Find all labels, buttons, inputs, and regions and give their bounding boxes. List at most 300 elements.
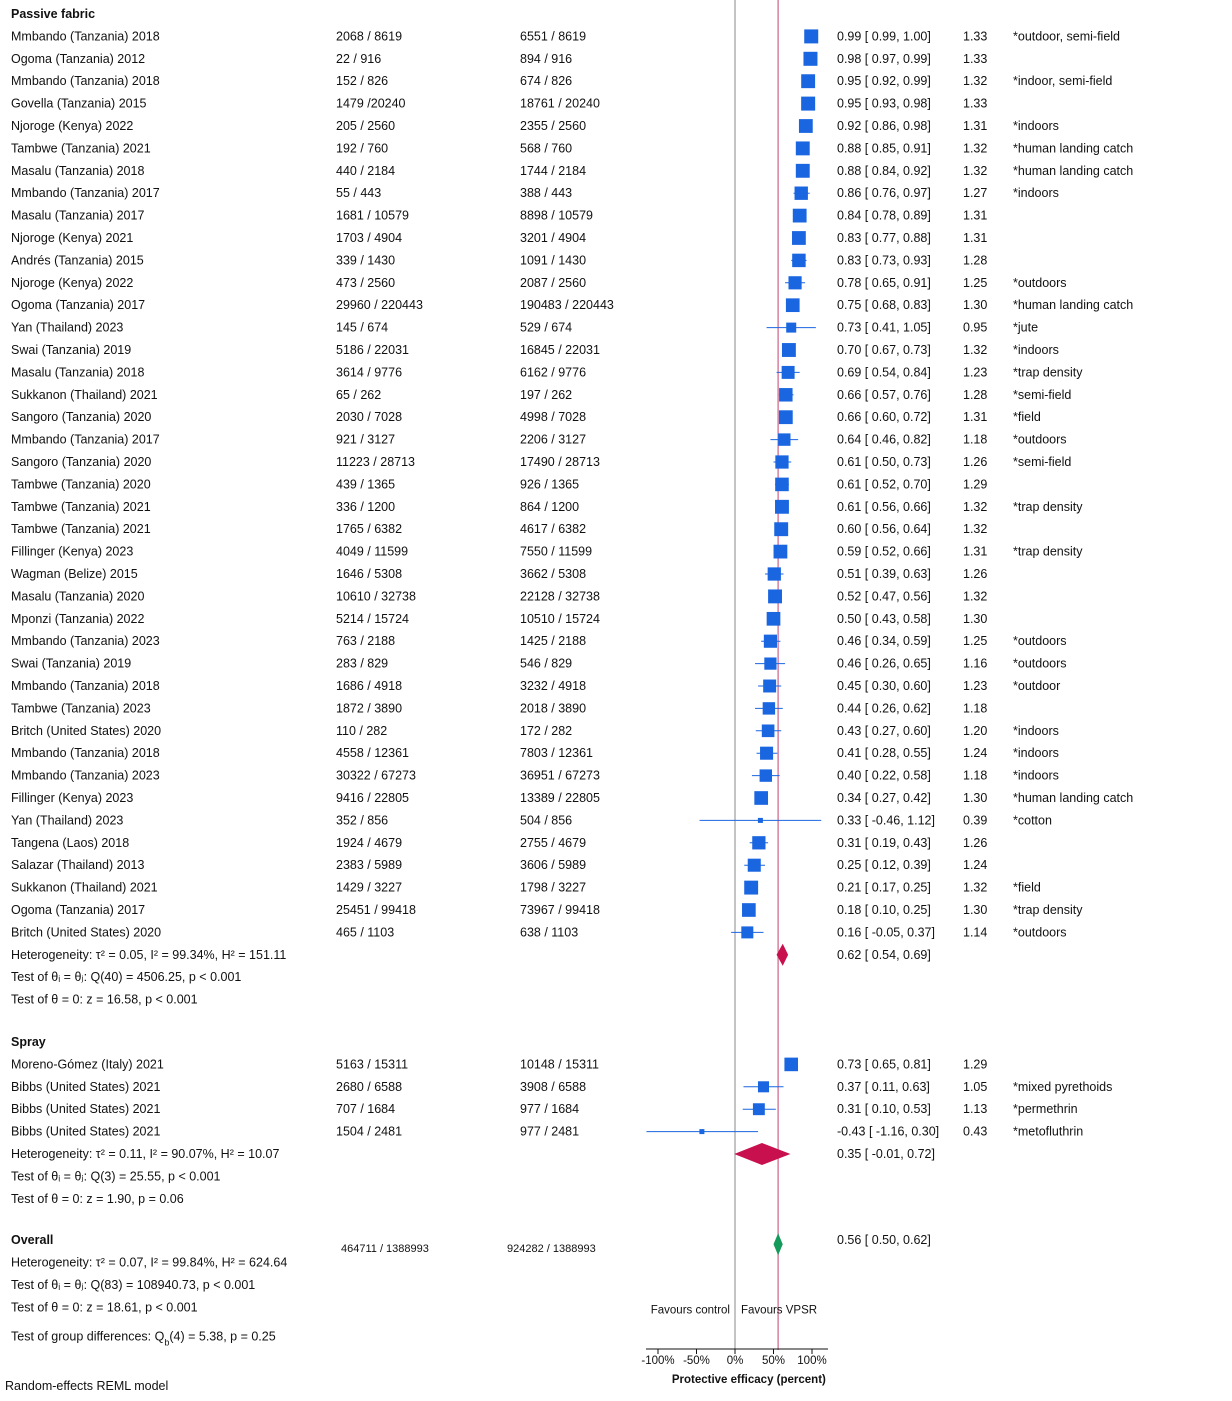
group-0-row-18-marker bbox=[778, 433, 790, 445]
group-0-row-15-note-text: *trap density bbox=[1013, 365, 1083, 380]
group-0-row-27-marker bbox=[764, 635, 777, 648]
group-0-row-2-estimate-text: 0.95 [ 0.92, 0.99] bbox=[837, 74, 931, 89]
overall-header: Overall bbox=[11, 1233, 54, 1248]
group-1-row-0-weight-text: 1.29 bbox=[963, 1057, 988, 1072]
group-0-row-13-estimate-text: 0.73 [ 0.41, 1.05] bbox=[837, 320, 931, 335]
group-0-row-31-marker bbox=[762, 724, 775, 737]
group-difference-test: Test of group differences: $Q_b(4) = 5.38$, p = 0.25 bbox=[11, 1329, 276, 1348]
group-0-row-4-treatment-count: 205 / 2560 bbox=[336, 119, 396, 133]
group-1-row-0-estimate-text: 0.73 [ 0.65, 0.81] bbox=[837, 1057, 931, 1072]
group-0-row-18-note-text: *outdoors bbox=[1013, 432, 1067, 447]
group-0-row-16-treatment-count: 65 / 262 bbox=[336, 387, 382, 402]
group-0-row-5-treatment-count: 192 / 760 bbox=[336, 141, 389, 156]
group-0-row-28-treatment-count: 283 / 829 bbox=[336, 656, 389, 671]
group-0-row-9-weight-text: 1.31 bbox=[963, 231, 988, 245]
group-0-row-7-treatment-count: 55 / 443 bbox=[336, 186, 382, 201]
group-0-row-22-treatment-count: 1765 / 6382 bbox=[336, 522, 403, 537]
group-0-row-37-weight-text: 1.24 bbox=[963, 858, 988, 873]
group-0-row-11-marker bbox=[788, 276, 801, 289]
overall-diamond bbox=[774, 1233, 783, 1255]
group-0-row-35-note-text: *cotton bbox=[1013, 813, 1052, 828]
group-0-row-38-marker bbox=[744, 881, 758, 895]
group-0-row-10-study-label: Andrés (Tanzania) 2015 bbox=[11, 253, 144, 268]
overall-treatment-count: 464711 / 1388993 bbox=[341, 1243, 429, 1256]
group-0-row-5-estimate-text: 0.88 [ 0.85, 0.91] bbox=[837, 141, 931, 156]
group-0-stat-0: Heterogeneity: τ² = 0.05, I² = 99.34%, H² = 151.11 bbox=[11, 947, 287, 962]
group-0-row-6-estimate-text: 0.88 [ 0.84, 0.92] bbox=[837, 163, 931, 178]
group-0-row-8-weight-text: 1.31 bbox=[963, 208, 988, 223]
group-0-row-21-study-label: Tambwe (Tanzania) 2021 bbox=[11, 499, 151, 514]
group-0-row-10-control-count: 1091 / 1430 bbox=[520, 253, 587, 268]
group-0-row-31-weight-text: 1.20 bbox=[963, 723, 988, 738]
group-0-row-32-control-count: 7803 / 12361 bbox=[520, 746, 593, 761]
group-0-row-32-marker bbox=[760, 747, 773, 760]
group-0-row-4-control-count: 2355 / 2560 bbox=[520, 119, 587, 133]
group-1-row-2-estimate-text: 0.31 [ 0.10, 0.53] bbox=[837, 1102, 931, 1117]
group-0-row-32-weight-text: 1.24 bbox=[963, 746, 988, 761]
group-0-row-6-treatment-count: 440 / 2184 bbox=[336, 163, 396, 178]
group-0-row-30-control-count: 2018 / 3890 bbox=[520, 701, 587, 716]
group-0-row-23-control-count: 7550 / 11599 bbox=[520, 544, 593, 559]
group-1-row-3-study-label: Bibbs (United States) 2021 bbox=[11, 1124, 161, 1139]
group-1-row-3-estimate-text: -0.43 [ -1.16, 0.30] bbox=[837, 1124, 940, 1139]
group-0-row-32-note-text: *indoors bbox=[1013, 746, 1059, 761]
group-0-row-18-estimate-text: 0.64 [ 0.46, 0.82] bbox=[837, 432, 931, 447]
overall-control-count: 924282 / 1388993 bbox=[507, 1243, 596, 1256]
group-0-row-16-note-text: *semi-field bbox=[1013, 387, 1072, 402]
group-1-row-3-note-text: *metofluthrin bbox=[1013, 1124, 1084, 1139]
group-0-row-36-control-count: 2755 / 4679 bbox=[520, 835, 587, 850]
group-0-row-15-estimate-text: 0.69 [ 0.54, 0.84] bbox=[837, 365, 931, 380]
group-0-row-28-study-label: Swai (Tanzania) 2019 bbox=[11, 656, 132, 671]
group-1-pooled-estimate-text: 0.35 [ -0.01, 0.72] bbox=[837, 1147, 935, 1161]
group-0-row-19-study-label: Sangoro (Tanzania) 2020 bbox=[11, 455, 152, 469]
group-0-row-1-treatment-count: 22 / 916 bbox=[336, 51, 382, 66]
group-0-row-21-weight-text: 1.32 bbox=[963, 499, 988, 514]
group-0-row-24-weight-text: 1.26 bbox=[963, 567, 988, 581]
group-0-row-19-control-count: 17490 / 28713 bbox=[520, 455, 600, 469]
group-0-row-12-note-text: *human landing catch bbox=[1013, 298, 1134, 313]
group-1-row-1-control-count: 3908 / 6588 bbox=[520, 1079, 587, 1094]
group-0-row-18-control-count: 2206 / 3127 bbox=[520, 432, 587, 447]
group-0-row-34-control-count: 13389 / 22805 bbox=[520, 791, 600, 805]
group-0-row-25-weight-text: 1.32 bbox=[963, 589, 988, 604]
group-0-row-31-study-label: Britch (United States) 2020 bbox=[11, 723, 162, 738]
group-0-row-37-study-label: Salazar (Thailand) 2013 bbox=[11, 858, 145, 873]
group-0-row-3-treatment-count: 1479 /20240 bbox=[336, 96, 406, 111]
group-0-row-4-weight-text: 1.31 bbox=[963, 119, 988, 133]
group-0-row-33-marker bbox=[760, 769, 772, 781]
group-0-row-27-control-count: 1425 / 2188 bbox=[520, 634, 587, 649]
group-0-row-7-marker bbox=[795, 187, 808, 200]
group-0-row-34-estimate-text: 0.34 [ 0.27, 0.42] bbox=[837, 791, 931, 805]
group-0-row-25-estimate-text: 0.52 [ 0.47, 0.56] bbox=[837, 589, 931, 604]
group-0-row-39-weight-text: 1.30 bbox=[963, 903, 988, 917]
group-0-row-6-note-text: *human landing catch bbox=[1013, 163, 1134, 178]
group-0-row-13-study-label: Yan (Thailand) 2023 bbox=[11, 320, 124, 335]
group-0-row-5-marker bbox=[796, 141, 810, 155]
group-0-row-39-estimate-text: 0.18 [ 0.10, 0.25] bbox=[837, 903, 931, 917]
group-0-row-6-study-label: Masalu (Tanzania) 2018 bbox=[11, 163, 145, 178]
x-axis-title: Protective efficacy (percent) bbox=[671, 1374, 826, 1386]
group-0-row-16-marker bbox=[779, 388, 792, 401]
group-0-row-28-marker bbox=[764, 657, 776, 669]
group-0-row-14-study-label: Swai (Tanzania) 2019 bbox=[11, 343, 132, 357]
group-0-row-0-weight-text: 1.33 bbox=[963, 29, 988, 44]
group-0-row-7-study-label: Mmbando (Tanzania) 2017 bbox=[11, 186, 160, 201]
group-0-header: Passive fabric bbox=[11, 7, 96, 21]
group-1-row-1-estimate-text: 0.37 [ 0.11, 0.63] bbox=[837, 1079, 930, 1094]
group-0-row-27-treatment-count: 763 / 2188 bbox=[336, 634, 396, 649]
group-0-row-4-note-text: *indoors bbox=[1013, 119, 1059, 133]
group-0-row-40-note-text: *outdoors bbox=[1013, 925, 1067, 940]
group-0-row-10-weight-text: 1.28 bbox=[963, 253, 988, 268]
group-0-row-40-marker bbox=[741, 926, 753, 938]
group-0-row-37-control-count: 3606 / 5989 bbox=[520, 858, 587, 873]
group-0-row-4-study-label: Njoroge (Kenya) 2022 bbox=[11, 119, 134, 133]
group-0-row-10-marker bbox=[792, 254, 805, 267]
group-1-stat-0: Heterogeneity: τ² = 0.11, I² = 90.07%, H² = 10.07 bbox=[11, 1147, 280, 1161]
group-0-row-29-marker bbox=[763, 680, 776, 693]
group-0-row-22-control-count: 4617 / 6382 bbox=[520, 522, 587, 537]
group-0-row-36-estimate-text: 0.31 [ 0.19, 0.43] bbox=[837, 835, 931, 850]
group-0-row-34-marker bbox=[754, 791, 768, 805]
group-1-header: Spray bbox=[11, 1035, 46, 1049]
group-0-row-23-study-label: Fillinger (Kenya) 2023 bbox=[11, 544, 134, 559]
group-0-row-37-estimate-text: 0.25 [ 0.12, 0.39] bbox=[837, 858, 931, 873]
group-0-row-1-marker bbox=[803, 52, 817, 66]
group-1-row-1-weight-text: 1.05 bbox=[963, 1079, 988, 1094]
group-0-row-21-marker bbox=[775, 500, 789, 514]
group-0-row-39-control-count: 73967 / 99418 bbox=[520, 903, 600, 917]
group-1-row-2-note-text: *permethrin bbox=[1013, 1102, 1078, 1117]
group-0-row-3-marker bbox=[801, 97, 815, 111]
group-1-row-3-weight-text: 0.43 bbox=[963, 1124, 988, 1139]
group-0-row-31-estimate-text: 0.43 [ 0.27, 0.60] bbox=[837, 723, 931, 738]
group-0-row-36-weight-text: 1.26 bbox=[963, 835, 988, 850]
group-0-row-35-control-count: 504 / 856 bbox=[520, 813, 573, 828]
group-0-row-21-note-text: *trap density bbox=[1013, 499, 1083, 514]
group-0-row-9-marker bbox=[792, 231, 806, 245]
group-0-row-0-control-count: 6551 / 8619 bbox=[520, 29, 587, 44]
group-0-row-1-study-label: Ogoma (Tanzania) 2012 bbox=[11, 51, 146, 66]
group-0-row-33-weight-text: 1.18 bbox=[963, 768, 988, 783]
group-1-row-0-marker bbox=[784, 1058, 798, 1072]
group-0-row-39-treatment-count: 25451 / 99418 bbox=[336, 903, 416, 917]
group-0-row-35-treatment-count: 352 / 856 bbox=[336, 813, 389, 828]
group-0-row-29-control-count: 3232 / 4918 bbox=[520, 679, 587, 693]
group-0-row-10-estimate-text: 0.83 [ 0.73, 0.93] bbox=[837, 253, 931, 268]
group-0-row-30-estimate-text: 0.44 [ 0.26, 0.62] bbox=[837, 701, 931, 716]
group-0-row-40-estimate-text: 0.16 [ -0.05, 0.37] bbox=[837, 925, 935, 940]
group-0-row-5-note-text: *human landing catch bbox=[1013, 141, 1134, 156]
group-0-row-26-weight-text: 1.30 bbox=[963, 611, 988, 626]
group-0-row-27-study-label: Mmbando (Tanzania) 2023 bbox=[11, 634, 160, 649]
group-0-row-22-marker bbox=[774, 522, 788, 536]
group-0-row-39-note-text: *trap density bbox=[1013, 903, 1083, 917]
x-tick-label-1: -50% bbox=[683, 1355, 710, 1367]
group-0-row-11-note-text: *outdoors bbox=[1013, 275, 1067, 290]
group-0-row-2-study-label: Mmbando (Tanzania) 2018 bbox=[11, 74, 160, 89]
overall-stat-2: Test of θ = 0: z = 18.61, p < 0.001 bbox=[11, 1300, 198, 1315]
group-0-row-19-estimate-text: 0.61 [ 0.50, 0.73] bbox=[837, 455, 931, 469]
group-0-row-26-marker bbox=[767, 612, 781, 626]
group-0-row-17-marker bbox=[779, 410, 793, 424]
group-0-row-11-weight-text: 1.25 bbox=[963, 275, 988, 290]
group-0-row-4-marker bbox=[799, 119, 813, 133]
group-0-row-24-study-label: Wagman (Belize) 2015 bbox=[11, 567, 138, 581]
group-0-row-26-study-label: Mponzi (Tanzania) 2022 bbox=[11, 611, 145, 626]
group-0-row-29-study-label: Mmbando (Tanzania) 2018 bbox=[11, 679, 160, 693]
group-0-row-35-weight-text: 0.39 bbox=[963, 813, 988, 828]
group-0-row-3-weight-text: 1.33 bbox=[963, 96, 988, 111]
group-0-row-33-control-count: 36951 / 67273 bbox=[520, 768, 600, 783]
group-0-row-14-estimate-text: 0.70 [ 0.67, 0.73] bbox=[837, 343, 931, 357]
group-0-row-8-marker bbox=[793, 209, 807, 223]
group-0-row-0-estimate-text: 0.99 [ 0.99, 1.00] bbox=[837, 29, 931, 44]
group-0-row-39-marker bbox=[742, 903, 756, 917]
group-0-row-5-control-count: 568 / 760 bbox=[520, 141, 573, 156]
group-0-row-14-note-text: *indoors bbox=[1013, 343, 1059, 357]
group-0-row-23-treatment-count: 4049 / 11599 bbox=[336, 544, 409, 559]
group-0-row-7-note-text: *indoors bbox=[1013, 186, 1059, 201]
group-0-row-6-marker bbox=[796, 164, 810, 178]
group-0-row-12-control-count: 190483 / 220443 bbox=[520, 298, 614, 313]
group-0-row-35-estimate-text: 0.33 [ -0.46, 1.12] bbox=[837, 813, 935, 828]
group-1-row-2-control-count: 977 / 1684 bbox=[520, 1102, 580, 1117]
group-1-row-3-control-count: 977 / 2481 bbox=[520, 1124, 580, 1139]
group-0-row-15-weight-text: 1.23 bbox=[963, 365, 988, 380]
group-0-row-1-control-count: 894 / 916 bbox=[520, 51, 573, 66]
group-0-row-18-study-label: Mmbando (Tanzania) 2017 bbox=[11, 432, 160, 447]
group-0-row-2-control-count: 674 / 826 bbox=[520, 74, 573, 89]
group-0-row-7-control-count: 388 / 443 bbox=[520, 186, 573, 201]
group-0-row-2-note-text: *indoor, semi-field bbox=[1013, 74, 1113, 89]
group-0-row-10-treatment-count: 339 / 1430 bbox=[336, 253, 396, 268]
group-0-row-28-control-count: 546 / 829 bbox=[520, 656, 573, 671]
group-0-row-15-control-count: 6162 / 9776 bbox=[520, 365, 587, 380]
group-0-row-36-study-label: Tangena (Laos) 2018 bbox=[11, 835, 130, 850]
group-0-row-40-treatment-count: 465 / 1103 bbox=[336, 925, 395, 940]
group-0-row-16-weight-text: 1.28 bbox=[963, 387, 988, 402]
group-0-row-33-treatment-count: 30322 / 67273 bbox=[336, 768, 416, 783]
group-0-row-19-weight-text: 1.26 bbox=[963, 455, 988, 469]
group-0-row-4-estimate-text: 0.92 [ 0.86, 0.98] bbox=[837, 119, 931, 133]
group-0-row-38-control-count: 1798 / 3227 bbox=[520, 880, 587, 895]
x-tick-label-4: 100% bbox=[797, 1355, 827, 1367]
group-0-row-18-treatment-count: 921 / 3127 bbox=[336, 432, 396, 447]
group-0-row-7-weight-text: 1.27 bbox=[963, 186, 988, 201]
x-tick-label-3: 50% bbox=[761, 1355, 786, 1367]
group-0-row-25-study-label: Masalu (Tanzania) 2020 bbox=[11, 589, 145, 604]
group-0-row-28-weight-text: 1.16 bbox=[963, 656, 988, 671]
group-0-row-22-weight-text: 1.32 bbox=[963, 522, 988, 537]
group-0-row-9-estimate-text: 0.83 [ 0.77, 0.88] bbox=[837, 231, 931, 245]
group-0-row-7-estimate-text: 0.86 [ 0.76, 0.97] bbox=[837, 186, 931, 201]
group-1-row-1-marker bbox=[758, 1081, 769, 1092]
favours-control-label: Favours control bbox=[650, 1304, 730, 1317]
group-0-row-34-study-label: Fillinger (Kenya) 2023 bbox=[11, 791, 134, 805]
group-0-row-30-weight-text: 1.18 bbox=[963, 701, 988, 716]
group-0-row-0-treatment-count: 2068 / 8619 bbox=[336, 29, 403, 44]
group-0-row-0-marker bbox=[804, 29, 818, 43]
group-0-row-23-marker bbox=[774, 545, 788, 559]
group-0-row-12-study-label: Ogoma (Tanzania) 2017 bbox=[11, 298, 146, 313]
group-0-row-8-treatment-count: 1681 / 10579 bbox=[336, 208, 409, 223]
group-0-row-34-note-text: *human landing catch bbox=[1013, 791, 1134, 805]
group-0-row-19-marker bbox=[775, 455, 788, 468]
group-0-row-9-study-label: Njoroge (Kenya) 2021 bbox=[11, 231, 134, 245]
group-0-row-24-treatment-count: 1646 / 5308 bbox=[336, 567, 403, 581]
group-0-row-17-estimate-text: 0.66 [ 0.60, 0.72] bbox=[837, 410, 931, 425]
group-1-row-1-treatment-count: 2680 / 6588 bbox=[336, 1079, 403, 1094]
group-1-row-3-marker bbox=[699, 1129, 704, 1134]
group-1-row-1-note-text: *mixed pyrethoids bbox=[1013, 1079, 1113, 1094]
group-0-row-38-treatment-count: 1429 / 3227 bbox=[336, 880, 403, 895]
group-0-row-21-estimate-text: 0.61 [ 0.56, 0.66] bbox=[837, 499, 931, 514]
group-0-row-2-weight-text: 1.32 bbox=[963, 74, 988, 89]
group-1-stat-2: Test of θ = 0: z = 1.90, p = 0.06 bbox=[11, 1191, 184, 1206]
group-1-row-2-treatment-count: 707 / 1684 bbox=[336, 1102, 396, 1117]
group-0-row-37-treatment-count: 2383 / 5989 bbox=[336, 858, 403, 873]
group-0-row-38-weight-text: 1.32 bbox=[963, 880, 988, 895]
group-0-row-1-estimate-text: 0.98 [ 0.97, 0.99] bbox=[837, 51, 931, 66]
group-0-row-13-weight-text: 0.95 bbox=[963, 320, 988, 335]
group-0-row-30-treatment-count: 1872 / 3890 bbox=[336, 701, 403, 716]
group-0-row-31-control-count: 172 / 282 bbox=[520, 723, 573, 738]
group-0-row-27-weight-text: 1.25 bbox=[963, 634, 988, 649]
group-0-row-13-control-count: 529 / 674 bbox=[520, 320, 573, 335]
group-0-row-19-treatment-count: 11223 / 28713 bbox=[336, 455, 416, 469]
group-0-row-12-estimate-text: 0.75 [ 0.68, 0.83] bbox=[837, 298, 931, 313]
group-0-row-22-estimate-text: 0.60 [ 0.56, 0.64] bbox=[837, 522, 931, 537]
group-0-row-30-study-label: Tambwe (Tanzania) 2023 bbox=[11, 701, 151, 716]
group-0-row-17-weight-text: 1.31 bbox=[963, 410, 988, 425]
group-1-row-3-treatment-count: 1504 / 2481 bbox=[336, 1124, 403, 1139]
group-0-row-36-treatment-count: 1924 / 4679 bbox=[336, 835, 403, 850]
overall-stat-0: Heterogeneity: τ² = 0.07, I² = 99.84%, H² = 624.64 bbox=[11, 1255, 288, 1270]
group-0-row-38-note-text: *field bbox=[1013, 880, 1041, 895]
group-0-row-25-marker bbox=[768, 589, 782, 603]
group-0-stat-1: Test of θᵢ = θⱼ: Q(40) = 4506.25, p < 0.001 bbox=[11, 970, 242, 985]
group-0-row-40-weight-text: 1.14 bbox=[963, 925, 988, 940]
group-0-row-26-control-count: 10510 / 15724 bbox=[520, 611, 600, 626]
group-0-row-11-treatment-count: 473 / 2560 bbox=[336, 275, 396, 290]
group-0-row-26-estimate-text: 0.50 [ 0.43, 0.58] bbox=[837, 611, 931, 626]
group-0-row-31-note-text: *indoors bbox=[1013, 723, 1059, 738]
group-0-row-1-weight-text: 1.33 bbox=[963, 51, 988, 66]
group-0-row-16-control-count: 197 / 262 bbox=[520, 387, 573, 402]
group-0-row-14-control-count: 16845 / 22031 bbox=[520, 343, 600, 357]
group-0-row-9-treatment-count: 1703 / 4904 bbox=[336, 231, 403, 245]
group-0-row-3-study-label: Govella (Tanzania) 2015 bbox=[11, 96, 147, 111]
group-0-row-5-study-label: Tambwe (Tanzania) 2021 bbox=[11, 141, 151, 156]
group-0-row-35-marker bbox=[758, 818, 763, 823]
overall-stat-1: Test of θᵢ = θⱼ: Q(83) = 108940.73, p < 0.001 bbox=[11, 1278, 256, 1292]
group-0-row-13-treatment-count: 145 / 674 bbox=[336, 320, 389, 335]
group-1-row-0-treatment-count: 5163 / 15311 bbox=[336, 1057, 409, 1072]
group-0-row-38-estimate-text: 0.21 [ 0.17, 0.25] bbox=[837, 880, 931, 895]
group-0-row-33-study-label: Mmbando (Tanzania) 2023 bbox=[11, 768, 160, 783]
group-0-row-25-control-count: 22128 / 32738 bbox=[520, 589, 600, 604]
group-0-row-30-marker bbox=[763, 702, 775, 714]
group-0-row-27-estimate-text: 0.46 [ 0.34, 0.59] bbox=[837, 634, 931, 649]
group-0-row-32-study-label: Mmbando (Tanzania) 2018 bbox=[11, 746, 160, 761]
group-0-row-2-treatment-count: 152 / 826 bbox=[336, 74, 389, 89]
group-0-row-24-estimate-text: 0.51 [ 0.39, 0.63] bbox=[837, 567, 931, 581]
group-0-row-21-treatment-count: 336 / 1200 bbox=[336, 499, 396, 514]
group-0-row-40-control-count: 638 / 1103 bbox=[520, 925, 579, 940]
group-1-row-2-marker bbox=[753, 1103, 765, 1115]
group-0-row-35-study-label: Yan (Thailand) 2023 bbox=[11, 813, 124, 828]
group-0-row-17-control-count: 4998 / 7028 bbox=[520, 410, 587, 425]
group-1-row-1-study-label: Bibbs (United States) 2021 bbox=[11, 1079, 161, 1094]
group-0-row-38-study-label: Sukkanon (Thailand) 2021 bbox=[11, 880, 158, 895]
group-0-row-23-weight-text: 1.31 bbox=[963, 544, 988, 559]
group-0-row-13-marker bbox=[786, 323, 796, 333]
group-0-row-34-weight-text: 1.30 bbox=[963, 791, 988, 805]
group-0-row-8-study-label: Masalu (Tanzania) 2017 bbox=[11, 208, 145, 223]
group-0-row-15-treatment-count: 3614 / 9776 bbox=[336, 365, 403, 380]
favours-vpsr-label: Favours VPSR bbox=[741, 1304, 818, 1317]
group-0-row-3-estimate-text: 0.95 [ 0.93, 0.98] bbox=[837, 96, 931, 111]
x-tick-label-0: -100% bbox=[641, 1355, 675, 1367]
group-0-row-39-study-label: Ogoma (Tanzania) 2017 bbox=[11, 903, 146, 917]
group-0-row-16-estimate-text: 0.66 [ 0.57, 0.76] bbox=[837, 387, 931, 402]
group-0-row-32-estimate-text: 0.41 [ 0.28, 0.55] bbox=[837, 746, 931, 761]
group-0-row-24-control-count: 3662 / 5308 bbox=[520, 567, 587, 581]
group-0-row-20-estimate-text: 0.61 [ 0.52, 0.70] bbox=[837, 477, 931, 492]
group-0-row-12-marker bbox=[786, 298, 800, 312]
group-0-row-22-study-label: Tambwe (Tanzania) 2021 bbox=[11, 522, 151, 537]
group-0-row-13-note-text: *jute bbox=[1013, 320, 1039, 335]
group-0-row-20-weight-text: 1.29 bbox=[963, 477, 988, 492]
group-0-row-28-note-text: *outdoors bbox=[1013, 656, 1067, 671]
group-0-row-0-study-label: Mmbando (Tanzania) 2018 bbox=[11, 29, 160, 44]
group-0-row-23-note-text: *trap density bbox=[1013, 544, 1083, 559]
group-0-row-31-treatment-count: 110 / 282 bbox=[336, 723, 388, 738]
model-footer: Random-effects REML model bbox=[5, 1379, 169, 1393]
group-0-row-11-study-label: Njoroge (Kenya) 2022 bbox=[11, 275, 134, 290]
group-0-row-15-marker bbox=[782, 366, 795, 379]
group-0-row-3-control-count: 18761 / 20240 bbox=[520, 96, 600, 111]
group-0-pooled-estimate-text: 0.62 [ 0.54, 0.69] bbox=[837, 947, 931, 962]
group-0-row-6-weight-text: 1.32 bbox=[963, 163, 988, 178]
group-0-row-34-treatment-count: 9416 / 22805 bbox=[336, 791, 409, 805]
group-0-row-29-treatment-count: 1686 / 4918 bbox=[336, 679, 403, 693]
group-0-row-27-note-text: *outdoors bbox=[1013, 634, 1067, 649]
group-0-row-40-study-label: Britch (United States) 2020 bbox=[11, 925, 162, 940]
group-0-row-37-marker bbox=[748, 859, 761, 872]
group-0-row-2-marker bbox=[801, 74, 815, 88]
group-0-row-24-marker bbox=[768, 567, 781, 580]
group-0-row-26-treatment-count: 5214 / 15724 bbox=[336, 611, 409, 626]
group-0-row-11-estimate-text: 0.78 [ 0.65, 0.91] bbox=[837, 275, 931, 290]
group-1-stat-1: Test of θᵢ = θⱼ: Q(3) = 25.55, p < 0.001 bbox=[11, 1169, 221, 1184]
group-0-row-8-estimate-text: 0.84 [ 0.78, 0.89] bbox=[837, 208, 931, 223]
overall-estimate-text: 0.56 [ 0.50, 0.62] bbox=[837, 1233, 931, 1248]
group-0-row-5-weight-text: 1.32 bbox=[963, 141, 988, 156]
group-0-row-21-control-count: 864 / 1200 bbox=[520, 499, 580, 514]
group-0-row-33-estimate-text: 0.40 [ 0.22, 0.58] bbox=[837, 768, 931, 783]
group-0-row-17-study-label: Sangoro (Tanzania) 2020 bbox=[11, 410, 152, 425]
group-0-row-20-study-label: Tambwe (Tanzania) 2020 bbox=[11, 477, 151, 492]
group-0-row-33-note-text: *indoors bbox=[1013, 768, 1059, 783]
group-0-row-29-weight-text: 1.23 bbox=[963, 679, 988, 693]
group-1-row-0-study-label: Moreno-Gómez (Italy) 2021 bbox=[11, 1057, 164, 1072]
group-0-row-18-weight-text: 1.18 bbox=[963, 432, 988, 447]
group-0-row-17-treatment-count: 2030 / 7028 bbox=[336, 410, 403, 425]
